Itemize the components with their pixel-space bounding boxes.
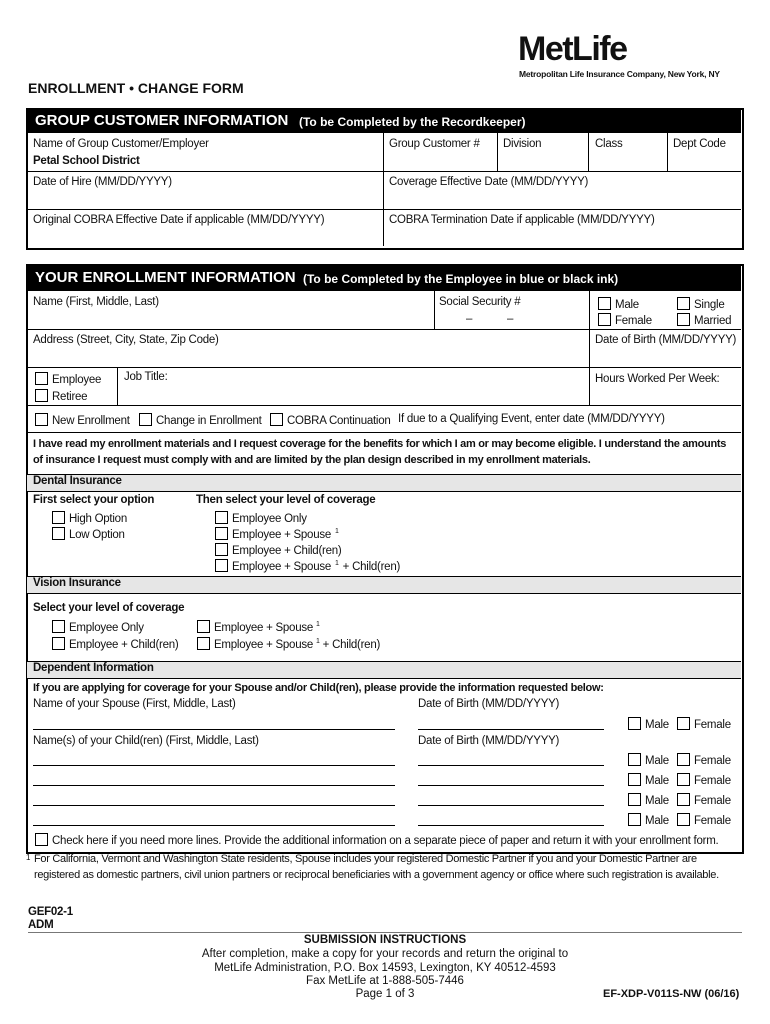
footnote-mark: 1 bbox=[335, 560, 339, 568]
spouse-dob-line[interactable] bbox=[418, 729, 604, 730]
dental-employee-only-label: Employee Only bbox=[232, 513, 307, 525]
spouse-dob-label: Date of Birth (MM/DD/YYYY) bbox=[418, 698, 560, 710]
dob-label[interactable]: Date of Birth (MM/DD/YYYY) bbox=[595, 334, 737, 346]
footnote-line-1: For California, Vermont and Washington State residents, Spouse includes your registered Domestic Partner if you and your Domestic Partner are bbox=[34, 853, 697, 865]
cobra-termination-label[interactable]: COBRA Termination Date if applicable (MM/DD/YYYY) bbox=[389, 214, 655, 226]
dental-first-select: First select your option bbox=[33, 494, 155, 506]
child-male-checkbox[interactable] bbox=[628, 793, 669, 807]
more-lines-checkbox[interactable] bbox=[35, 833, 719, 847]
metlife-logo: MetLife bbox=[518, 30, 627, 68]
children-dob-label: Date of Birth (MM/DD/YYYY) bbox=[418, 735, 560, 747]
enrollment-subtitle: (To be Completed by the Employee in blue or black ink) bbox=[303, 272, 619, 286]
female-label: Female bbox=[694, 719, 731, 731]
footnote-mark: 1 bbox=[335, 528, 339, 536]
footnote-number: 1 bbox=[26, 853, 31, 862]
form-code-1: GEF02-1 bbox=[28, 906, 73, 918]
coverage-effective-label[interactable]: Coverage Effective Date (MM/DD/YYYY) bbox=[389, 176, 589, 188]
vision-header bbox=[27, 576, 741, 594]
dental-employee-spouse-label: Employee + Spouse bbox=[232, 529, 331, 541]
male-label: Male bbox=[645, 795, 669, 807]
male-label: Male bbox=[645, 775, 669, 787]
married-checkbox[interactable] bbox=[677, 313, 731, 327]
female-checkbox[interactable] bbox=[598, 313, 652, 327]
dept-code-label: Dept Code bbox=[673, 138, 726, 150]
child-dob-line[interactable] bbox=[418, 825, 604, 826]
child-female-checkbox[interactable] bbox=[677, 773, 731, 787]
group-header bbox=[27, 109, 741, 133]
new-enrollment-label: New Enrollment bbox=[52, 415, 130, 427]
child-male-checkbox[interactable] bbox=[628, 753, 669, 767]
female-label: Female bbox=[694, 815, 731, 827]
spouse-name-line[interactable] bbox=[33, 729, 395, 730]
retiree-label: Retiree bbox=[52, 391, 88, 403]
child-name-line[interactable] bbox=[33, 765, 395, 766]
ssn-label[interactable]: Social Security # bbox=[439, 296, 521, 308]
single-checkbox[interactable] bbox=[677, 297, 724, 311]
cobra-continuation-label: COBRA Continuation bbox=[287, 415, 391, 427]
male-label: Male bbox=[615, 299, 639, 311]
vision-employee-children[interactable] bbox=[52, 637, 178, 651]
form-title: ENROLLMENT • CHANGE FORM bbox=[28, 80, 244, 96]
dependent-intro: If you are applying for coverage for your Spouse and/or Child(ren), please provide the information requested below: bbox=[33, 682, 604, 694]
job-title-label[interactable]: Job Title: bbox=[124, 371, 168, 383]
dependent-title: Dependent Information bbox=[33, 662, 154, 674]
new-enrollment-checkbox[interactable] bbox=[35, 413, 130, 427]
female-label: Female bbox=[694, 795, 731, 807]
name-label[interactable]: Name (First, Middle, Last) bbox=[33, 296, 159, 308]
class-label: Class bbox=[595, 138, 623, 150]
statement-line-1: I have read my enrollment materials and I request coverage for the benefits for which I am or may become eligible. I understand the amounts bbox=[33, 438, 727, 450]
retiree-checkbox[interactable] bbox=[35, 389, 87, 403]
company-name: Metropolitan Life Insurance Company, New York, NY bbox=[519, 69, 720, 79]
submission-line-3: Fax MetLife at 1-888-505-7446 bbox=[306, 975, 464, 987]
dental-low-label: Low Option bbox=[69, 529, 125, 541]
vision-employee-only[interactable] bbox=[52, 620, 144, 634]
cobra-effective-label[interactable]: Original COBRA Effective Date if applicable (MM/DD/YYYY) bbox=[33, 214, 325, 226]
male-label: Male bbox=[645, 755, 669, 767]
ssn-dash-1: – bbox=[466, 313, 473, 325]
dental-employee-spouse[interactable] bbox=[215, 527, 339, 541]
change-enrollment-checkbox[interactable] bbox=[139, 413, 262, 427]
spouse-male-checkbox[interactable] bbox=[628, 717, 669, 731]
dental-employee-children[interactable] bbox=[215, 543, 341, 557]
more-lines-label: Check here if you need more lines. Provide the additional information on a separate piece of paper and return it with your enrollment form. bbox=[52, 835, 719, 847]
submission-line-2: MetLife Administration, P.O. Box 14593, Lexington, KY 40512-4593 bbox=[214, 962, 556, 974]
vision-employee-only-label: Employee Only bbox=[69, 622, 144, 634]
child-male-checkbox[interactable] bbox=[628, 773, 669, 787]
children-name-label: Name(s) of your Child(ren) (First, Middle, Last) bbox=[33, 735, 259, 747]
form-code-2: ADM bbox=[28, 919, 54, 931]
ssn-dash-2: – bbox=[507, 313, 514, 325]
child-male-checkbox[interactable] bbox=[628, 813, 669, 827]
male-label: Male bbox=[645, 719, 669, 731]
employee-checkbox[interactable] bbox=[35, 372, 101, 386]
page-number: Page 1 of 3 bbox=[355, 988, 415, 1000]
dental-family-label: Employee + Spouse bbox=[232, 561, 331, 573]
submission-line-1: After completion, make a copy for your records and return the original to bbox=[201, 948, 569, 960]
submission-title: SUBMISSION INSTRUCTIONS bbox=[303, 934, 467, 946]
spouse-female-checkbox[interactable] bbox=[677, 717, 731, 731]
customer-name-label: Name of Group Customer/Employer bbox=[33, 138, 209, 150]
vision-family-label: Employee + Spouse bbox=[214, 639, 313, 651]
vision-title: Vision Insurance bbox=[33, 577, 121, 589]
vision-employee-children-label: Employee + Child(ren) bbox=[69, 639, 179, 651]
dental-high-label: High Option bbox=[69, 513, 127, 525]
date-of-hire-label[interactable]: Date of Hire (MM/DD/YYYY) bbox=[33, 176, 172, 188]
dental-title: Dental Insurance bbox=[33, 475, 122, 487]
child-dob-line[interactable] bbox=[418, 765, 604, 766]
enrollment-title: YOUR ENROLLMENT INFORMATION bbox=[35, 269, 296, 286]
female-label: Female bbox=[615, 315, 652, 327]
footnote-line-2: registered as domestic partners, civil union partners or reciprocal beneficiaries with a government agency or office where such registration is available. bbox=[34, 869, 719, 881]
address-label[interactable]: Address (Street, City, State, Zip Code) bbox=[33, 334, 219, 346]
male-checkbox[interactable] bbox=[598, 297, 639, 311]
hours-label[interactable]: Hours Worked Per Week: bbox=[595, 373, 720, 385]
cobra-continuation-checkbox[interactable] bbox=[270, 413, 391, 427]
qualifying-event-label[interactable]: If due to a Qualifying Event, enter date (MM/DD/YYYY) bbox=[398, 413, 665, 425]
dental-employee-only[interactable] bbox=[215, 511, 307, 525]
dental-family-children-label: + Child(ren) bbox=[342, 561, 401, 573]
vision-employee-spouse[interactable] bbox=[197, 620, 320, 634]
employee-label: Employee bbox=[52, 374, 102, 386]
married-label: Married bbox=[694, 315, 732, 327]
child-female-checkbox[interactable] bbox=[677, 793, 731, 807]
child-female-checkbox[interactable] bbox=[677, 753, 731, 767]
vision-employee-spouse-label: Employee + Spouse bbox=[214, 622, 313, 634]
dental-header bbox=[27, 474, 741, 492]
child-dob-line[interactable] bbox=[418, 785, 604, 786]
form-code-footer: EF-XDP-V011S-NW (06/16) bbox=[603, 988, 740, 1000]
vision-family-children-label: + Child(ren) bbox=[322, 639, 381, 651]
group-customer-no-label: Group Customer # bbox=[389, 138, 480, 150]
dental-then-select: Then select your level of coverage bbox=[196, 494, 376, 506]
dental-high-option[interactable] bbox=[52, 511, 127, 525]
enrollment-header bbox=[27, 265, 741, 291]
dental-employee-children-label: Employee + Child(ren) bbox=[232, 545, 342, 557]
male-label: Male bbox=[645, 815, 669, 827]
group-subtitle: (To be Completed by the Recordkeeper) bbox=[299, 115, 526, 129]
child-name-line[interactable] bbox=[33, 785, 395, 786]
group-title: GROUP CUSTOMER INFORMATION bbox=[35, 112, 289, 129]
dental-low-option[interactable] bbox=[52, 527, 125, 541]
vision-select-level: Select your level of coverage bbox=[33, 602, 185, 614]
footnote-mark: 1 bbox=[316, 621, 320, 629]
child-name-line[interactable] bbox=[33, 805, 395, 806]
change-enrollment-label: Change in Enrollment bbox=[156, 415, 262, 427]
child-name-line[interactable] bbox=[33, 825, 395, 826]
vision-employee-spouse-children[interactable] bbox=[197, 637, 380, 651]
child-female-checkbox[interactable] bbox=[677, 813, 731, 827]
statement-line-2: of insurance I request must comply with and are limited by the plan design described in my enrollment materials. bbox=[33, 454, 591, 466]
division-label: Division bbox=[503, 138, 542, 150]
child-dob-line[interactable] bbox=[418, 805, 604, 806]
female-label: Female bbox=[694, 775, 731, 787]
footnote-mark: 1 bbox=[316, 638, 320, 646]
dental-employee-spouse-children[interactable] bbox=[215, 559, 400, 573]
female-label: Female bbox=[694, 755, 731, 767]
spouse-name-label: Name of your Spouse (First, Middle, Last) bbox=[33, 698, 236, 710]
single-label: Single bbox=[694, 299, 725, 311]
customer-name-value: Petal School District bbox=[33, 155, 140, 167]
